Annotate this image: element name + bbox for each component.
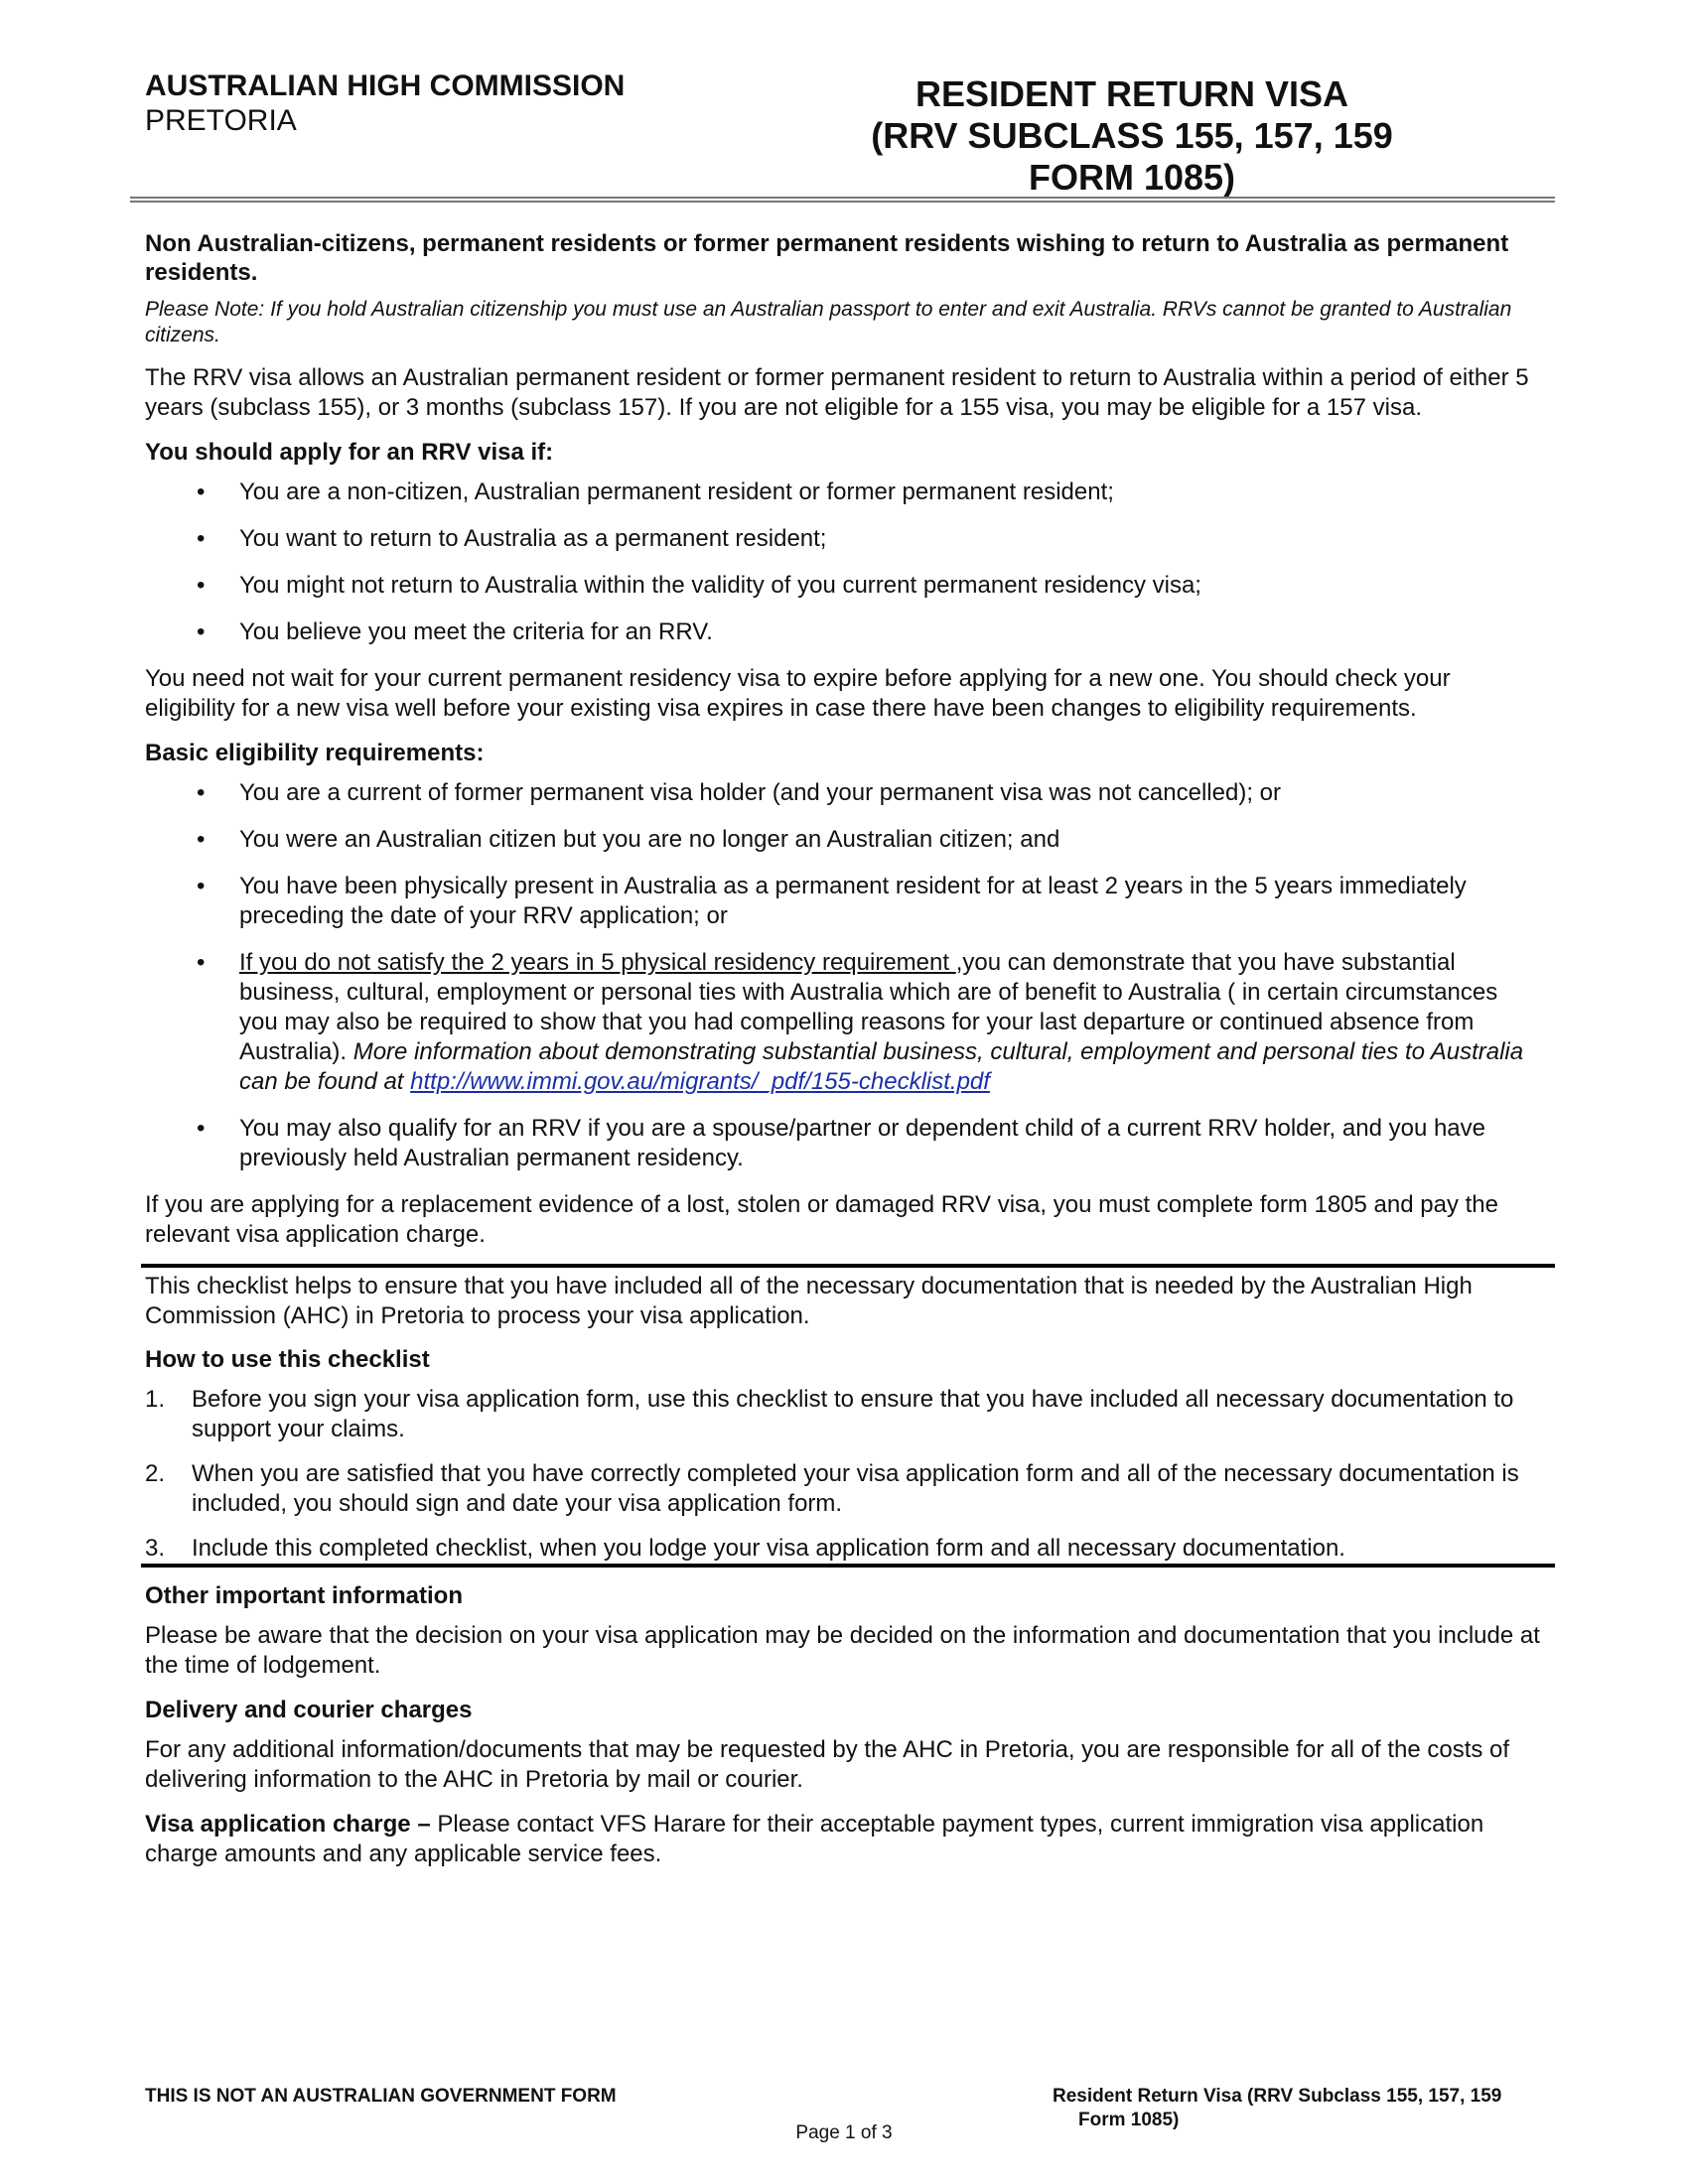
list-item [145, 1385, 1540, 1444]
apply-if-heading: You should apply for an RRV visa if: [145, 439, 554, 466]
list-item-text: You may also qualify for an RRV if you are a spouse/partner or dependent child of a current RRV holder, and you have previously held Australian permanent residency. [239, 1115, 1485, 1171]
footer-disclaimer: THIS IS NOT AN AUSTRALIAN GOVERNMENT FORM [145, 2086, 617, 2107]
checklist-intro: This checklist helps to ensure that you have included all of the necessary documentation that is needed by the Australian High Commission (AHC) in Pretoria to process your visa application. [145, 1273, 1473, 1329]
bullet-icon: • [197, 949, 206, 976]
bullet-icon: • [197, 779, 206, 806]
form-title-line3: FORM 1085) [1028, 157, 1236, 198]
ties-text: ,you can demonstrate that you have substantial business, cultural, employment or personal ties with Australia which are of benefit to Australia ( in certain circumstances you may also be required to show that you had compelling reasons for your last departure or continued absence from Australia). [239, 949, 1498, 1065]
delivery-text: For any additional information/documents that may be requested by the AHC in Pretoria, you are responsible for all of the costs of delivering information to the AHC in Pretoria by mail or courier. [145, 1736, 1510, 1793]
other-info-heading: Other important information [145, 1582, 463, 1609]
list-item-text: You want to return to Australia as a permanent resident; [239, 525, 827, 552]
list-item [145, 1459, 1540, 1519]
bullet-icon: • [197, 1115, 206, 1142]
agency-name: AUSTRALIAN HIGH COMMISSION [145, 69, 626, 102]
checklist-heading: How to use this checklist [145, 1346, 430, 1373]
header-divider [130, 197, 1555, 203]
bullet-icon: • [197, 873, 206, 899]
apply-if-list [145, 478, 1540, 647]
list-item-text: You might not return to Australia within the validity of you current permanent residency visa; [239, 572, 1201, 599]
delivery-heading: Delivery and courier charges [145, 1697, 473, 1723]
list-item-text: You are a current of former permanent visa holder (and your permanent visa was not cancelled); or [239, 779, 1281, 806]
eligibility-list [145, 778, 1540, 1173]
list-item [145, 1114, 1540, 1173]
list-item-text: You are a non-citizen, Australian permanent resident or former permanent resident; [239, 478, 1114, 505]
rrv-description: The RRV visa allows an Australian permanent resident or former permanent resident to return to Australia within a period of either 5 years (subclass 155), or 3 months (subclass 157). If you are not eligible for a 155 visa, you may be eligible for a 157 visa. [145, 364, 1529, 421]
issuer-block [145, 69, 625, 139]
step-text: Before you sign your visa application form, use this checklist to ensure that you have included all necessary documentation to support your claims. [192, 1386, 1514, 1442]
replacement-text: If you are applying for a replacement evidence of a lost, stolen or damaged RRV visa, you must complete form 1805 and pay the relevant visa application charge. [145, 1191, 1498, 1248]
document-body [145, 229, 1540, 1884]
bullet-icon: • [197, 618, 206, 645]
list-item-text: You believe you meet the criteria for an RRV. [239, 618, 713, 645]
bullet-icon: • [197, 525, 206, 552]
form-title-line2: (RRV SUBCLASS 155, 157, 159 [871, 115, 1393, 156]
list-item [145, 617, 1540, 647]
step-number: 1. [145, 1386, 166, 1413]
step-text: When you are satisfied that you have correctly completed your visa application form and all of the necessary documentation is included, you should sign and date your visa application form. [192, 1460, 1519, 1517]
footer-form-title-line1: Resident Return Visa (RRV Subclass 155, 157, 159 [1053, 2086, 1502, 2107]
list-item [145, 478, 1540, 507]
list-item [145, 1534, 1540, 1564]
checklist-box [141, 1264, 1555, 1568]
citizenship-note: Please Note: If you hold Australian citizenship you must use an Australian passport to enter and exit Australia. RRVs cannot be granted to Australian citizens. [145, 298, 1512, 346]
bullet-icon: • [197, 572, 206, 599]
step-number: 2. [145, 1460, 166, 1487]
footer-form-title-line2: Form 1085) [1078, 2110, 1180, 2130]
checklist-steps [145, 1385, 1540, 1564]
eligibility-heading: Basic eligibility requirements: [145, 740, 485, 766]
page-number: Page 1 of 3 [795, 2122, 893, 2143]
agency-city: PRETORIA [145, 104, 297, 137]
form-title [814, 73, 1450, 199]
step-text: Include this completed checklist, when you lodge your visa application form and all necessary documentation. [192, 1535, 1345, 1562]
charge-text: Please contact VFS Harare for their acceptable payment types, current immigration visa application charge amounts and any applicable service fees. [145, 1811, 1484, 1867]
intro-heading: Non Australian-citizens, permanent residents or former permanent residents wishing to return to Australia as permanent residents. [145, 230, 1509, 286]
checklist-link[interactable]: http://www.immi.gov.au/migrants/_pdf/155-checklist.pdf [410, 1068, 990, 1095]
list-item-text: You have been physically present in Australia as a permanent resident for at least 2 years in the 5 years immediately preceding the date of your RRV application; or [239, 873, 1467, 929]
form-title-line1: RESIDENT RETURN VISA [914, 73, 1349, 114]
apply-followup: You need not wait for your current permanent residency visa to expire before applying for a new one. You should check your eligibility for a new visa well before your existing visa expires in case there have been changes to eligibility requirements. [145, 665, 1451, 722]
step-number: 3. [145, 1535, 166, 1562]
charge-label: Visa application charge – [145, 1811, 431, 1838]
charge-paragraph [145, 1810, 1540, 1869]
list-item-text: You were an Australian citizen but you are no longer an Australian citizen; and [239, 826, 1060, 853]
more-info-text: More information about demonstrating substantial business, cultural, employment and personal ties to Australia can be found at [239, 1038, 1524, 1095]
other-info-text: Please be aware that the decision on your visa application may be decided on the information and documentation that you include at the time of lodgement. [145, 1622, 1540, 1679]
list-item [145, 778, 1540, 808]
residency-requirement-text: If you do not satisfy the 2 years in 5 physical residency requirement [239, 949, 956, 976]
list-item [145, 948, 1540, 1097]
bullet-icon: • [197, 478, 206, 505]
list-item [145, 825, 1540, 855]
list-item [145, 571, 1540, 601]
list-item [145, 872, 1540, 931]
list-item [145, 524, 1540, 554]
bullet-icon: • [197, 826, 206, 853]
